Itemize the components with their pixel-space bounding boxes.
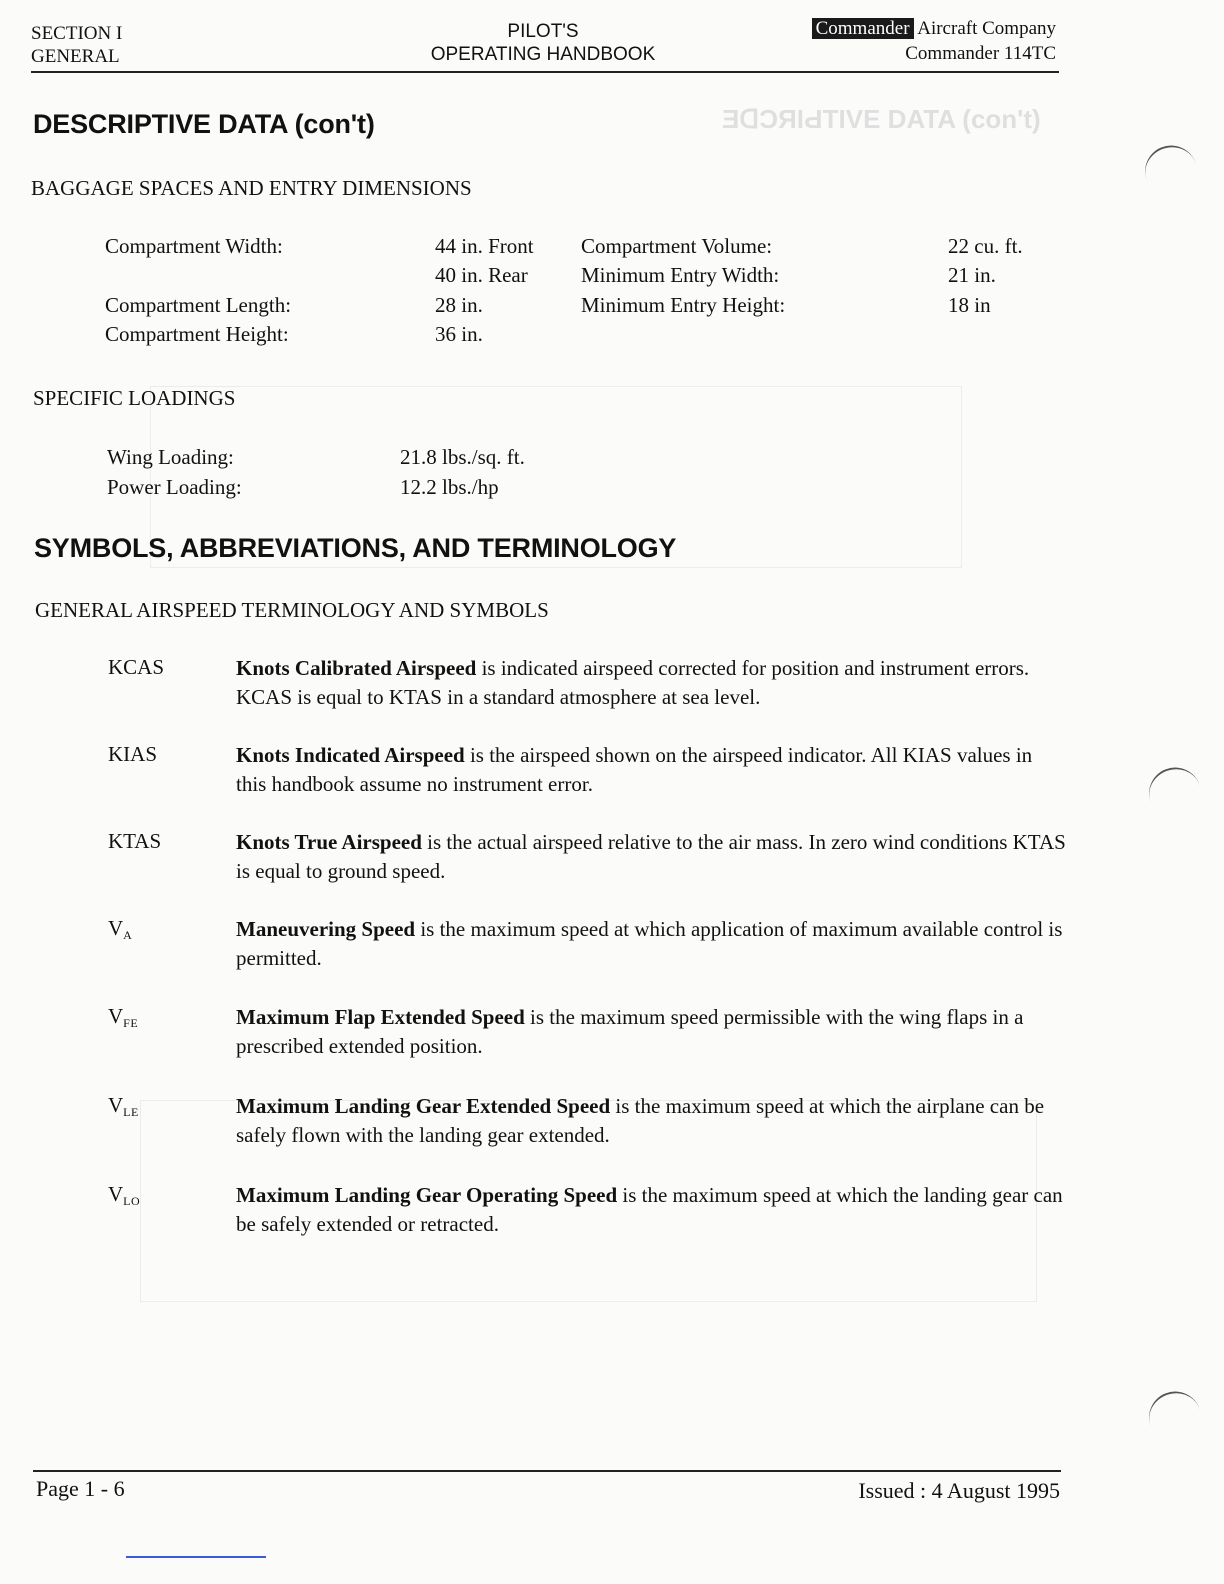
loadings-heading: SPECIFIC LOADINGS [33, 386, 236, 410]
term-name: Maximum Landing Gear Extended Speed [236, 1094, 611, 1118]
aircraft-model: Commander 114TC [905, 43, 1056, 64]
loading-label: Power Loading: [107, 475, 242, 499]
binder-hole-mark [1142, 761, 1201, 808]
term-symbol: KIAS [108, 742, 158, 766]
baggage-value: 36 in. [435, 322, 483, 346]
term-definition: Knots Indicated Airspeed is the airspeed shown on the airspeed indicator. All KIAS values in this handbook assume no instrument error. [236, 743, 1033, 796]
baggage-value: 22 cu. ft. [948, 234, 1023, 258]
term-symbol: $V_{FE}$ [108, 1004, 139, 1030]
term-name: Knots True Airspeed [236, 830, 422, 854]
term-definition: Knots True Airspeed is the actual airspeed relative to the air mass. In zero wind conditions KTAS is equal to ground speed. [236, 830, 1066, 883]
term-symbol: $V_A$ [108, 916, 133, 942]
footer-link-underline [126, 1556, 266, 1558]
baggage-label: Minimum Entry Height: [581, 293, 786, 317]
company-name: Aircraft Company [917, 18, 1056, 39]
baggage-label: Compartment Width: [105, 234, 283, 258]
term-definition: Maximum Flap Extended Speed is the maximum speed permissible with the wing flaps in a prescribed extended position. [236, 1005, 1024, 1058]
loading-value: 12.2 lbs./hp [400, 475, 499, 499]
term-symbol: KTAS [108, 829, 162, 853]
baggage-label: Minimum Entry Width: [581, 263, 780, 287]
baggage-label: Compartment Height: [105, 322, 289, 346]
symbols-title: SYMBOLS, ABBREVIATIONS, AND TERMINOLOGY [34, 533, 677, 563]
binder-hole-mark [1142, 1385, 1201, 1432]
term-name: Knots Calibrated Airspeed [236, 656, 477, 680]
baggage-label: Compartment Volume: [581, 234, 773, 258]
term-name: Maximum Flap Extended Speed [236, 1005, 525, 1029]
handbook-line-2: OPERATING HANDBOOK [430, 44, 656, 65]
baggage-value: 40 in. Rear [435, 263, 528, 287]
brand-logo: Commander [812, 18, 914, 39]
baggage-heading: BAGGAGE SPACES AND ENTRY DIMENSIONS [31, 176, 472, 200]
term-symbol: $V_{LE}$ [108, 1093, 139, 1119]
baggage-value: 28 in. [435, 293, 483, 317]
header-company [812, 16, 1056, 66]
loading-label: Wing Loading: [107, 445, 234, 469]
section-number: SECTION I [31, 23, 123, 44]
descriptive-data-title: DESCRIPTIVE DATA (con't) [33, 109, 375, 139]
term-name: Maximum Landing Gear Operating Speed [236, 1183, 618, 1207]
handbook-line-1: PILOT'S [507, 21, 579, 42]
term-definition: Maximum Landing Gear Extended Speed is the maximum speed at which the airplane can be safely flown with the landing gear extended. [236, 1094, 1045, 1147]
footer-rule [33, 1470, 1061, 1472]
loading-value: 21.8 lbs./sq. ft. [400, 445, 525, 469]
baggage-value: 18 in [948, 293, 991, 317]
bleed-through-heading: ƎᗡƆЯIԀTIVE DATA (con't) [722, 104, 1041, 134]
binder-hole-mark [1138, 139, 1197, 186]
term-name: Maneuvering Speed [236, 917, 416, 941]
baggage-value: 21 in. [948, 263, 996, 287]
term-definition: Maneuvering Speed is the maximum speed at which application of maximum available control is permitted. [236, 917, 1063, 970]
term-definition: Knots Calibrated Airspeed is indicated airspeed corrected for position and instrument errors. KCAS is equal to KTAS in a standard atmosphere at sea level. [236, 656, 1030, 709]
header-rule [31, 71, 1059, 73]
baggage-value: 44 in. Front [435, 234, 534, 258]
baggage-label: Compartment Length: [105, 293, 292, 317]
term-name: Knots Indicated Airspeed [236, 743, 465, 767]
term-definition: Maximum Landing Gear Operating Speed is the maximum speed at which the landing gear can be safely extended or retracted. [236, 1183, 1063, 1236]
page-number: Page 1 - 6 [36, 1476, 125, 1501]
term-symbol: $V_{LO}$ [108, 1182, 141, 1208]
section-name: GENERAL [31, 46, 120, 67]
issue-date: Issued : 4 August 1995 [858, 1478, 1060, 1503]
term-symbol: KCAS [108, 655, 165, 679]
airspeed-terminology-heading: GENERAL AIRSPEED TERMINOLOGY AND SYMBOLS [35, 598, 549, 622]
